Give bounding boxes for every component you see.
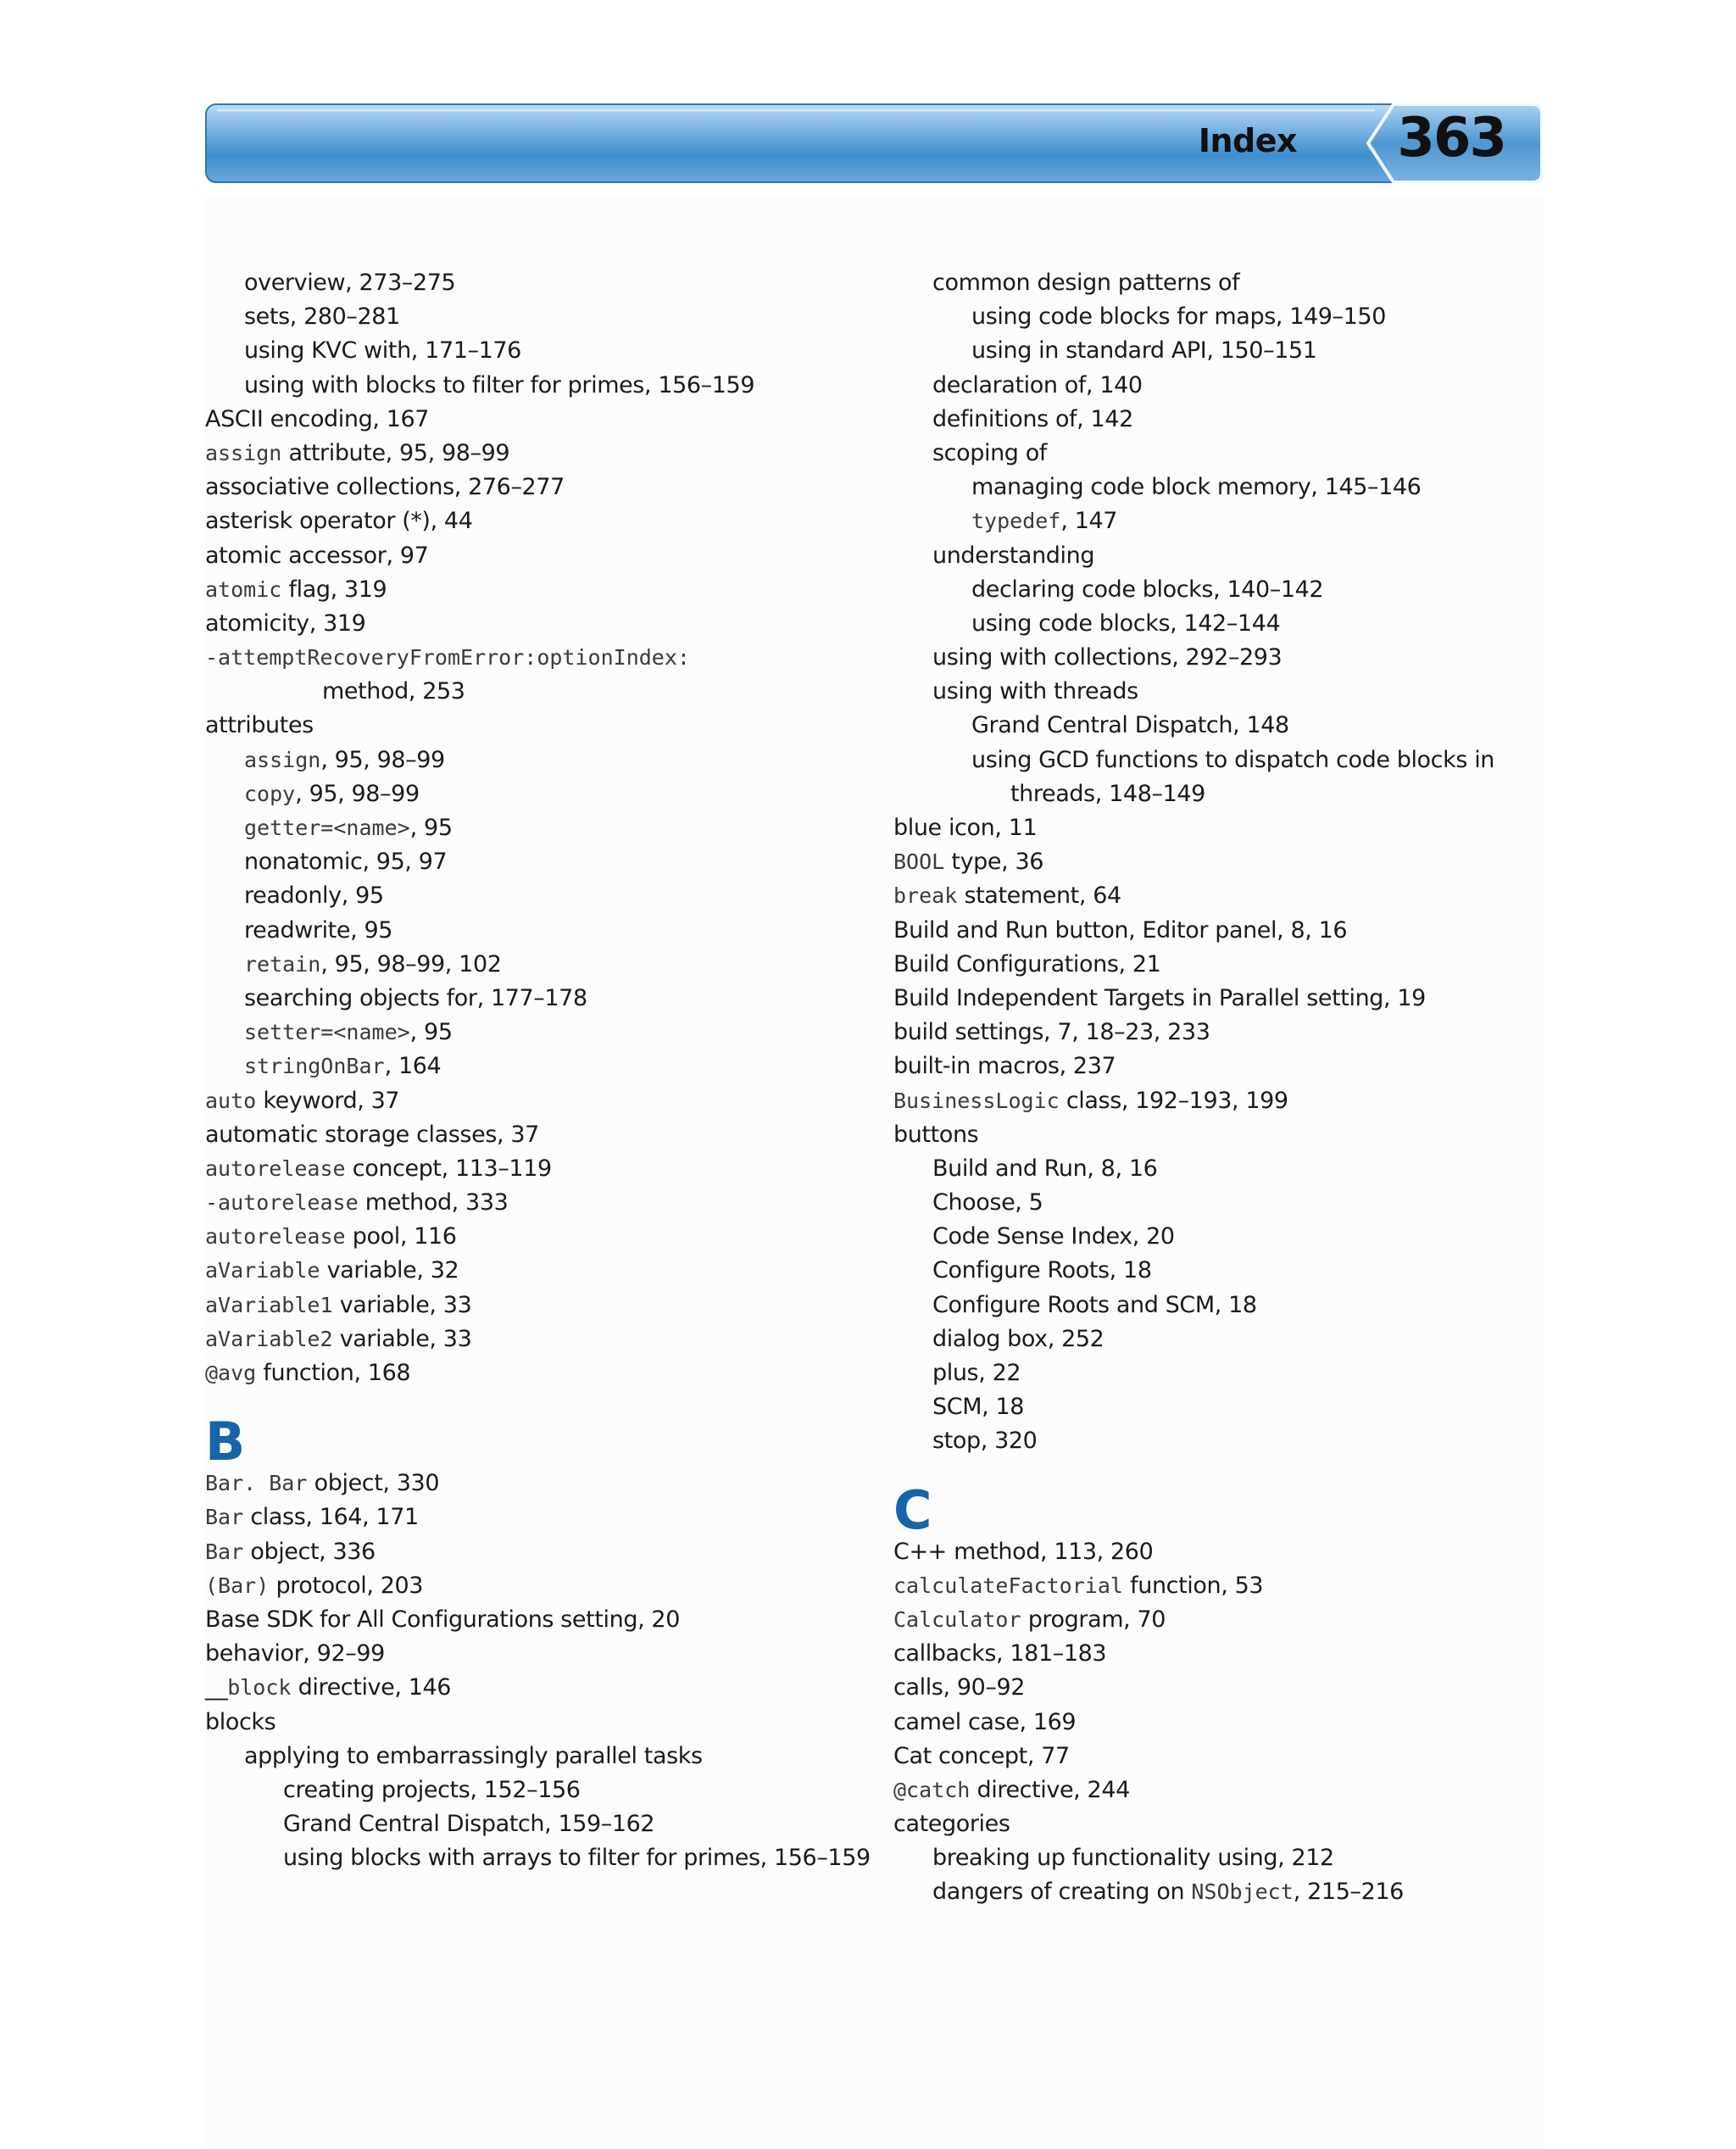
index-entry-text: Code Sense Index, 20 — [932, 1223, 1175, 1250]
index-entry-code-term: setter=<name> — [244, 1020, 410, 1045]
index-entry — [893, 675, 1538, 709]
index-entry — [205, 1254, 883, 1288]
index-entry-text: nonatomic, 95, 97 — [244, 849, 448, 876]
index-entry — [893, 369, 1538, 403]
index-entry — [205, 1773, 883, 1807]
index-entry-text: __ — [205, 1674, 228, 1701]
index-entry-text: Cat concept, 77 — [893, 1742, 1070, 1769]
index-entry — [205, 1603, 883, 1637]
index-entry-code-term: Calculator — [893, 1606, 1021, 1632]
index-entry-text: sets, 280–281 — [244, 303, 400, 331]
index-entry — [205, 1152, 883, 1186]
index-entry-text: atomicity, 319 — [205, 610, 366, 637]
index-entry — [205, 504, 883, 538]
index-entry-code-term: Bar — [205, 1505, 244, 1530]
index-entry — [205, 1535, 883, 1569]
index-entry-text: directive, 244 — [970, 1776, 1130, 1803]
index-entry — [893, 573, 1538, 607]
index-entry — [893, 845, 1538, 879]
index-entry-text: searching objects for, 177–178 — [244, 984, 587, 1011]
index-entry-text: associative collections, 276–277 — [205, 474, 565, 501]
index-entry-text: readonly, 95 — [244, 882, 384, 910]
index-entry-text: Build Configurations, 21 — [893, 950, 1161, 977]
index-entry-code-term: @catch — [893, 1777, 971, 1802]
index-entry — [893, 1220, 1538, 1254]
index-entry-code-term: copy — [244, 781, 296, 806]
index-entry — [205, 914, 883, 948]
index-entry-code-term: assign — [244, 747, 321, 772]
index-entry — [893, 539, 1538, 573]
index-entry-text: object, 336 — [243, 1538, 376, 1565]
index-entry — [205, 1740, 883, 1773]
index-entry-text: method, 253 — [322, 678, 465, 705]
index-entry-code-term: break — [893, 883, 958, 909]
index-entry — [893, 334, 1538, 368]
index-entry — [893, 300, 1538, 334]
index-entry-text: variable, 32 — [320, 1257, 459, 1284]
index-entry-text: pool, 116 — [345, 1223, 457, 1250]
index-entry-text: Base SDK for All Configurations setting, 20 — [205, 1606, 680, 1633]
index-entry — [893, 1569, 1538, 1603]
index-entry-text: object, 330 — [307, 1470, 440, 1497]
index-entry-text: Build and Run, 8, 16 — [932, 1155, 1158, 1182]
index-entry-text: type, 36 — [944, 849, 1044, 876]
index-entry-code-term: BOOL — [893, 849, 945, 875]
index-entry — [893, 1186, 1538, 1220]
index-entry — [205, 539, 883, 573]
index-entry — [893, 1706, 1538, 1740]
index-entry-text: Configure Roots, 18 — [932, 1257, 1152, 1284]
index-entry — [205, 1220, 883, 1254]
index-entry — [205, 709, 883, 743]
index-entry — [205, 1356, 883, 1390]
index-entry-code-term: -autorelease — [205, 1190, 359, 1216]
index-entry-text: using GCD functions to dispatch code blocks in — [971, 746, 1495, 773]
index-entry — [893, 1084, 1538, 1118]
index-column-left — [205, 266, 883, 1875]
index-entry — [893, 982, 1538, 1016]
index-entry-text: atomic accessor, 97 — [205, 542, 429, 569]
index-entry-text: , 147 — [1060, 508, 1118, 535]
index-entry-text: readwrite, 95 — [244, 916, 393, 944]
index-entry-text: Choose, 5 — [932, 1189, 1043, 1216]
index-entry — [893, 607, 1538, 641]
index-entry-text: program, 70 — [1021, 1606, 1166, 1633]
index-entry-text: declaring code blocks, 140–142 — [971, 576, 1324, 603]
index-entry-text: concept, 113–119 — [345, 1155, 552, 1182]
index-entry-code-term: auto — [205, 1088, 257, 1113]
index-entry — [205, 845, 883, 879]
index-entry-code-term: NSObject — [1191, 1879, 1294, 1905]
index-entry-text: flag, 319 — [281, 576, 387, 603]
index-entry-text: categories — [893, 1811, 1010, 1838]
index-entry — [893, 1356, 1538, 1390]
index-entry — [893, 948, 1538, 982]
index-entry — [205, 369, 883, 403]
index-entry-text: using KVC with, 171–176 — [244, 337, 521, 365]
section-heading-b: B — [205, 1411, 246, 1473]
index-entry-text: using code blocks for maps, 149–150 — [971, 303, 1386, 331]
index-entry — [893, 1152, 1538, 1186]
index-entry — [205, 811, 883, 845]
index-entry-text: declaration of, 140 — [932, 371, 1143, 398]
index-entry — [893, 1016, 1538, 1049]
index-entry-text: creating projects, 152–156 — [283, 1776, 581, 1803]
index-entry-text: Grand Central Dispatch, 148 — [971, 712, 1289, 739]
index-entry — [893, 1289, 1538, 1322]
page-number: 363 — [1397, 107, 1505, 170]
index-entry-text: Build Independent Targets in Parallel setting, 19 — [893, 984, 1426, 1011]
index-entry — [893, 266, 1538, 300]
index-entry — [893, 1535, 1538, 1569]
index-entry-text: breaking up functionality using, 212 — [932, 1845, 1334, 1872]
index-entry-code-term: stringOnBar — [244, 1054, 385, 1079]
index-entry-code-term: retain — [244, 951, 321, 977]
index-entry — [893, 743, 1538, 777]
index-entry-text: asterisk operator (*), 44 — [205, 508, 473, 535]
index-column-right — [893, 266, 1538, 1910]
index-entry-text: dangers of creating on — [932, 1879, 1192, 1906]
index-entry-code-term: autorelease — [205, 1224, 346, 1250]
index-entry-code-term: aVariable — [205, 1258, 320, 1283]
index-entry-text: , 95, 98–99, 102 — [320, 950, 502, 977]
index-entry — [893, 1773, 1538, 1807]
index-entry — [205, 1706, 883, 1740]
index-entry-text: ASCII encoding, 167 — [205, 405, 430, 432]
index-entry-text: blue icon, 11 — [893, 815, 1038, 841]
index-entry-text: common design patterns of — [932, 270, 1240, 296]
index-entry-code-term: aVariable2 — [205, 1326, 333, 1351]
index-entry-text: using with threads — [932, 678, 1138, 705]
index-entry — [893, 811, 1538, 845]
index-entry-text: function, 53 — [1122, 1572, 1264, 1599]
index-entry — [205, 1186, 883, 1220]
index-entry — [205, 334, 883, 368]
index-entry — [205, 1637, 883, 1671]
index-entry-text: definitions of, 142 — [932, 405, 1133, 432]
index-entry — [893, 641, 1538, 675]
index-entry-text: class, 192–193, 199 — [1059, 1087, 1288, 1114]
index-entry — [205, 300, 883, 334]
index-entry-code-term: assign — [205, 440, 282, 465]
index-entry-text: behavior, 92–99 — [205, 1640, 385, 1667]
index-entry — [205, 1289, 883, 1322]
index-entry — [205, 1841, 883, 1875]
index-entry — [205, 1671, 883, 1705]
index-entry-text: blocks — [205, 1708, 276, 1735]
index-entry — [205, 1569, 883, 1603]
index-entry-text: , 95 — [409, 815, 453, 841]
index-entry — [205, 1084, 883, 1118]
section-heading-c: C — [893, 1478, 932, 1541]
index-entry — [205, 879, 883, 913]
index-entry-text: dialog box, 252 — [932, 1325, 1104, 1352]
index-entry — [893, 1390, 1538, 1424]
index-entry — [205, 982, 883, 1016]
index-entry-text: variable, 33 — [332, 1325, 472, 1352]
index-entry — [893, 1118, 1538, 1152]
index-entry — [205, 777, 883, 811]
index-entry — [893, 437, 1538, 470]
index-entry-text: plus, 22 — [932, 1360, 1021, 1386]
index-entry — [893, 1807, 1538, 1841]
index-entry-code-term: @avg — [205, 1361, 257, 1385]
index-entry-text: Build and Run button, Editor panel, 8, 16 — [893, 916, 1348, 944]
index-entry — [893, 403, 1538, 437]
index-entry-text: function, 168 — [256, 1360, 411, 1386]
index-entry — [205, 403, 883, 437]
index-entry — [893, 879, 1538, 913]
index-entry — [893, 777, 1538, 811]
index-entry — [205, 1118, 883, 1152]
index-entry-text: built-in macros, 237 — [893, 1053, 1116, 1080]
index-entry-code-term: calculateFactorial — [893, 1573, 1123, 1598]
index-entry — [205, 470, 883, 504]
page-header-bar — [205, 103, 1543, 183]
index-entry-text: Configure Roots and SCM, 18 — [932, 1291, 1257, 1318]
index-entry — [205, 266, 883, 300]
index-entry — [205, 743, 883, 777]
index-entry-code-term: autorelease — [205, 1155, 346, 1181]
index-entry — [893, 1254, 1538, 1288]
index-entry-text: using code blocks, 142–144 — [971, 610, 1281, 637]
index-entry-code-term: aVariable1 — [205, 1292, 333, 1317]
index-entry-text: build settings, 7, 18–23, 233 — [893, 1019, 1210, 1046]
index-entry-text: automatic storage classes, 37 — [205, 1121, 539, 1148]
index-entry — [205, 675, 883, 709]
index-entry-text: applying to embarrassingly parallel tasks — [244, 1742, 703, 1769]
index-entry-text: understanding — [932, 542, 1095, 569]
index-entry — [893, 914, 1538, 948]
index-entry — [893, 1841, 1538, 1875]
index-entry-code-term: atomic — [205, 576, 282, 602]
index-entry — [205, 948, 883, 982]
index-entry-code-term: Bar — [205, 1539, 244, 1564]
index-entry-text: attribute, 95, 98–99 — [281, 439, 510, 466]
index-entry — [205, 607, 883, 641]
index-entry — [205, 1467, 883, 1500]
index-entry — [893, 1875, 1538, 1909]
index-entry-code-term: getter=<name> — [244, 816, 410, 840]
index-entry-text: keyword, 37 — [256, 1087, 400, 1114]
index-entry-text: , 215–216 — [1293, 1879, 1404, 1906]
index-entry-text: stop, 320 — [932, 1428, 1038, 1455]
index-entry-text: using blocks with arrays to filter for primes, 156–159 — [283, 1845, 871, 1872]
index-entry-text: , 95, 98–99 — [295, 780, 420, 807]
index-entry — [893, 1424, 1538, 1458]
index-entry — [893, 1671, 1538, 1705]
index-entry — [893, 504, 1538, 538]
index-entry — [205, 1807, 883, 1841]
index-entry — [205, 573, 883, 607]
index-entry-code-term: -attemptRecoveryFromError:optionIndex: — [205, 645, 690, 671]
index-entry-text: using in standard API, 150–151 — [971, 337, 1317, 365]
header-title: Index — [1198, 122, 1297, 159]
index-entry — [893, 1049, 1538, 1083]
index-entry-text: variable, 33 — [332, 1291, 472, 1318]
index-entry-text: calls, 90–92 — [893, 1674, 1026, 1701]
index-entry — [205, 1049, 883, 1083]
index-entry-code-term: Bar. Bar — [205, 1471, 308, 1496]
index-entry-text: overview, 273–275 — [244, 270, 456, 296]
index-entry-code-term: (Bar) — [205, 1573, 270, 1598]
index-entry — [893, 1740, 1538, 1773]
index-entry-text: method, 333 — [358, 1189, 509, 1216]
index-entry-code-term: typedef — [971, 509, 1061, 534]
index-entry-text: protocol, 203 — [269, 1572, 424, 1599]
index-entry-text: , 164 — [384, 1053, 442, 1080]
index-entry — [893, 1637, 1538, 1671]
index-entry-text: directive, 146 — [291, 1674, 452, 1701]
index-entry-text: threads, 148–149 — [1010, 780, 1205, 807]
index-entry-text: class, 164, 171 — [243, 1504, 419, 1531]
index-entry-text: callbacks, 181–183 — [893, 1640, 1107, 1667]
index-entry-code-term: BusinessLogic — [893, 1088, 1060, 1113]
index-entry-text: C++ method, 113, 260 — [893, 1538, 1154, 1565]
index-entry-text: using with collections, 292–293 — [932, 644, 1283, 671]
index-entry-text: , 95 — [409, 1019, 453, 1046]
index-entry-text: attributes — [205, 712, 314, 739]
index-entry — [205, 641, 883, 675]
index-entry — [205, 1500, 883, 1534]
header-banner-shape — [205, 103, 1543, 183]
index-entry — [205, 1016, 883, 1049]
index-entry-text: , 95, 98–99 — [320, 746, 445, 773]
index-entry-text: Grand Central Dispatch, 159–162 — [283, 1811, 655, 1838]
index-entry-code-term: block — [227, 1675, 292, 1701]
index-entry — [893, 1322, 1538, 1356]
index-entry-text: statement, 64 — [957, 882, 1121, 910]
index-entry — [205, 437, 883, 470]
index-entry-text: camel case, 169 — [893, 1708, 1077, 1735]
index-entry — [893, 709, 1538, 743]
index-entry-text: managing code block memory, 145–146 — [971, 474, 1422, 501]
index-entry-text: buttons — [893, 1121, 979, 1148]
index-entry-text: scoping of — [932, 439, 1047, 466]
index-entry — [893, 470, 1538, 504]
index-entry — [893, 1603, 1538, 1637]
index-entry — [205, 1322, 883, 1356]
index-entry-text: using with blocks to filter for primes, 156–159 — [244, 371, 755, 398]
index-entry-text: SCM, 18 — [932, 1394, 1025, 1421]
